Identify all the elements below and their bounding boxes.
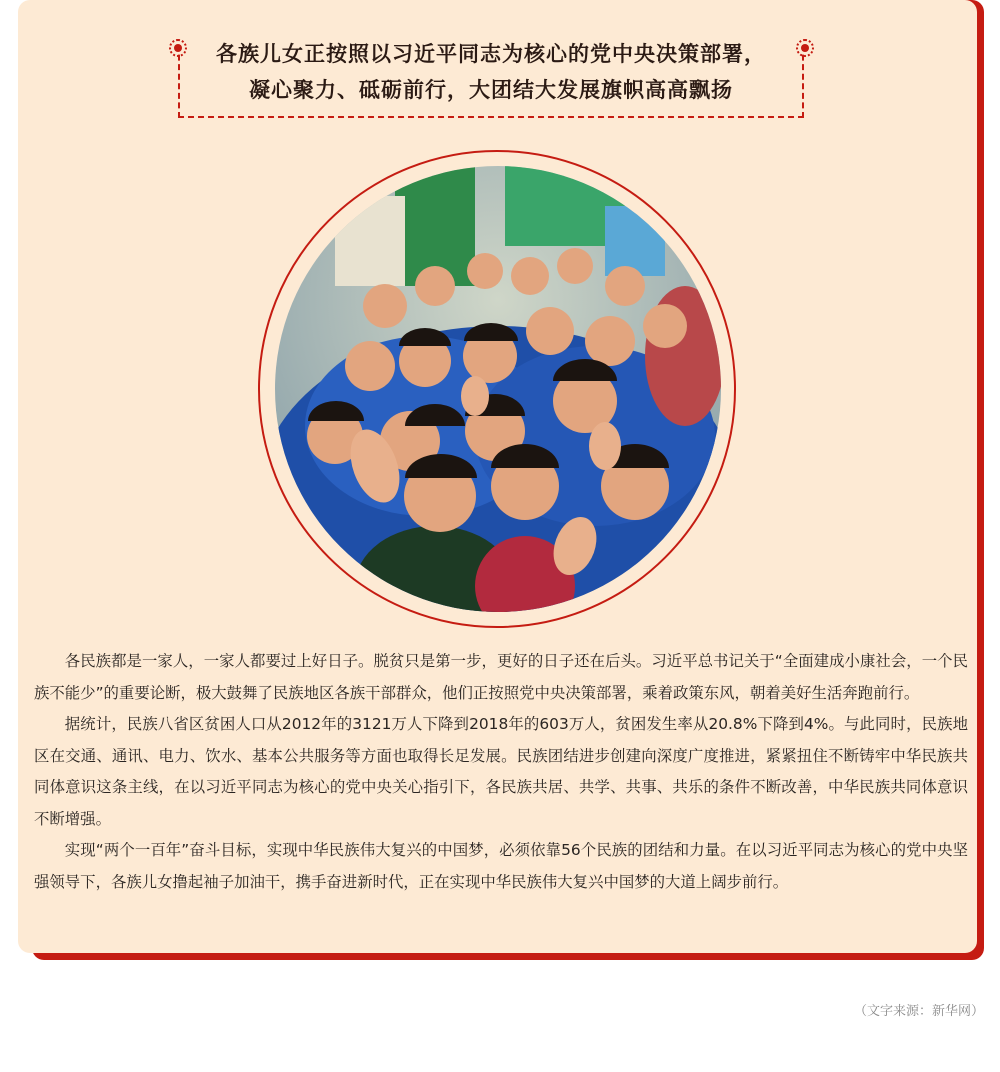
paragraph-2: 据统计，民族八省区贫困人口从2012年的3121万人下降到2018年的603万人，贫困发生率从20.8%下降到4%。与此同时，民族地区在交通、通讯、电力、饮水、基本公共服务等方面也取得长足发展。民族团结进步创建向深度广度推进，紧紧扭住不断铸牢中华民族共同体意识这条主线，在以习近平同志为核心的党中央关心指引下，各民族共居、共学、共事、共乐的条件不断改善，中华民族共同体意识不断增强。 xyxy=(34,715,968,828)
article-body xyxy=(34,646,968,898)
title-line-1: 各族儿女正按照以习近平同志为核心的党中央决策部署， xyxy=(216,41,766,66)
paragraph-3: 实现“两个一百年”奋斗目标，实现中华民族伟大复兴的中国梦，必须依靠56个民族的团结和力量。在以习近平同志为核心的党中央坚强领导下，各族儿女撸起袖子加油干，携手奋进新时代，正在实现中华民族伟大复兴中国梦的大道上阔步前行。 xyxy=(34,841,968,891)
photo-illustration xyxy=(275,166,721,612)
title-line-2: 凝心聚力、砥砺前行，大团结大发展旗帜高高飘扬 xyxy=(249,77,733,102)
source-note: （文字来源：新华网） xyxy=(853,1004,984,1019)
paragraph-1: 各民族都是一家人，一家人都要过上好日子。脱贫只是第一步，更好的日子还在后头。习近平总书记关于“全面建成小康社会，一个民族不能少”的重要论断，极大鼓舞了民族地区各族干部群众，他们正按照党中央决策部署，乘着政策东风，朝着美好生活奔跑前行。 xyxy=(34,652,968,702)
children-photo xyxy=(275,166,721,612)
